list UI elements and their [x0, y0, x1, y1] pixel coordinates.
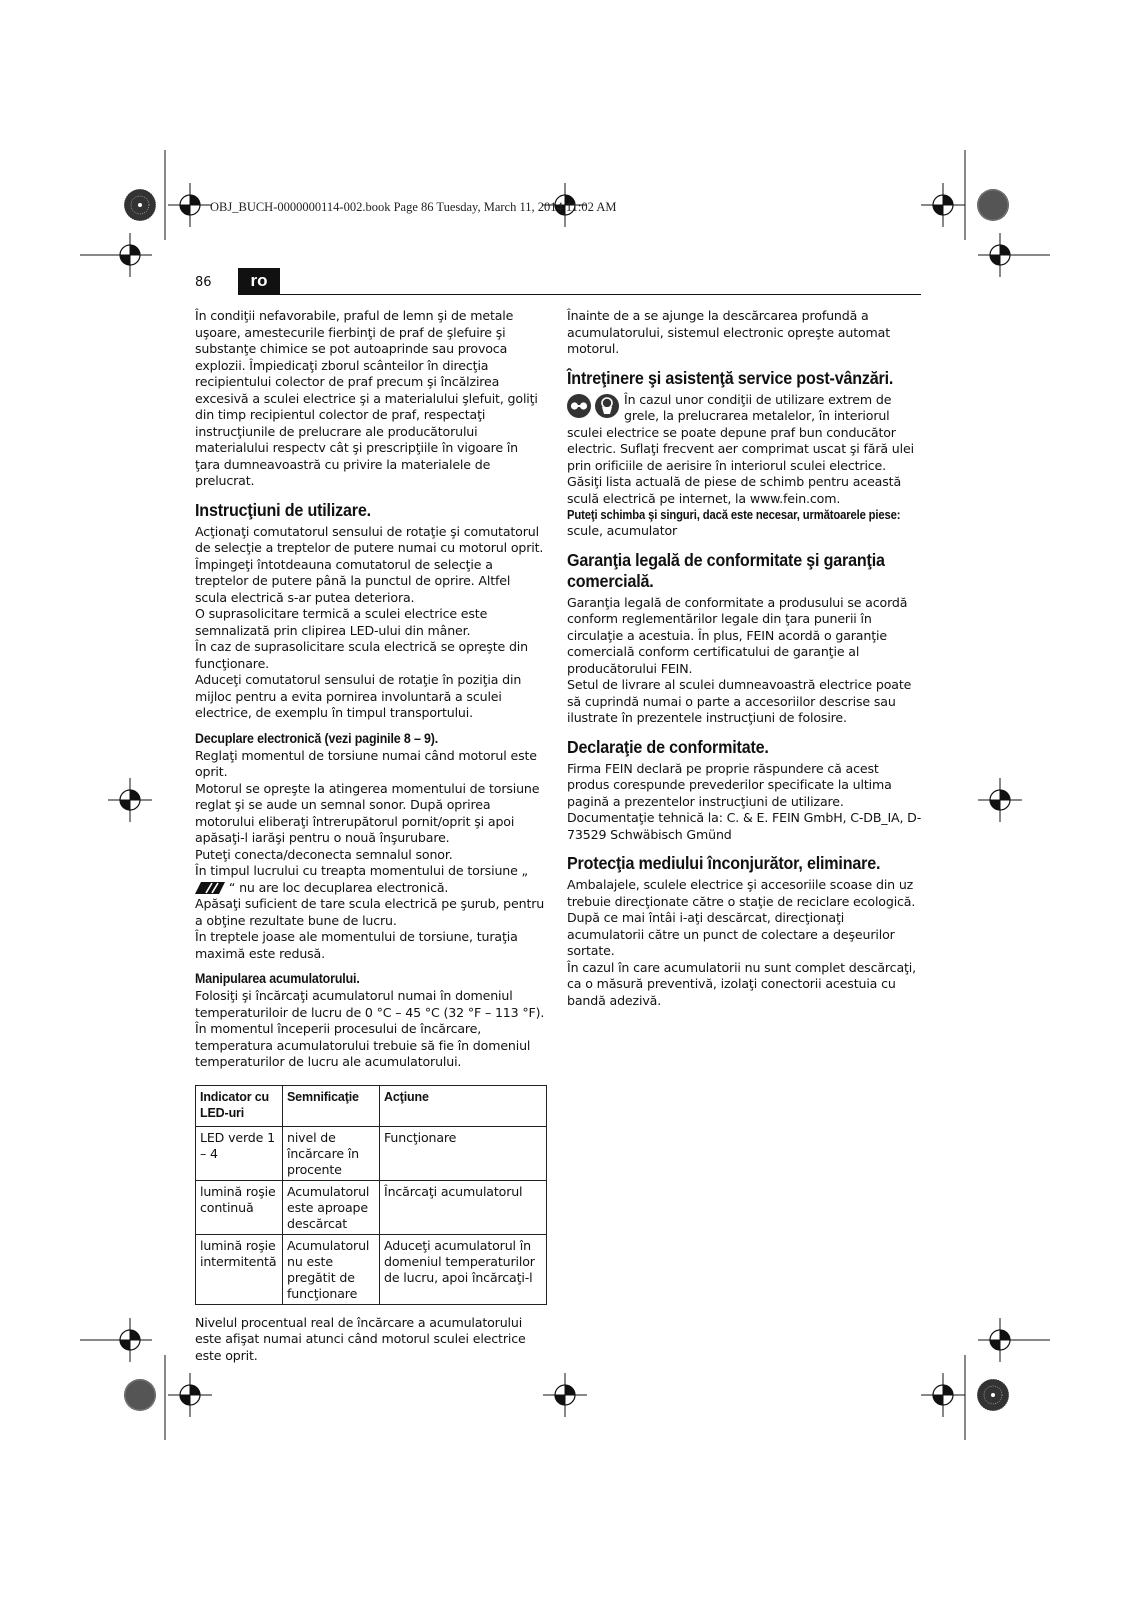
spare-parts-paragraph: Găsiţi lista actuală de piese de schimb pentru această sculă electrică pe internet, la www.fein.com. [567, 474, 902, 506]
table-cell: Acumulatorul nu este pregătit de funcţionare [283, 1234, 380, 1304]
conformity-paragraph: Documentaţie tehnică la: C. & E. FEIN GmbH, C-DB_IA, D-73529 Schwäbisch Gmünd [567, 810, 922, 842]
maintenance-heading: Întreţinere şi asistenţă service post-vânzări. [567, 367, 894, 388]
torque-note: În timpul lucrului cu treapta momentului de torsiune „ “ nu are loc decuplarea electronică. [195, 863, 528, 895]
wrench-torque-icon [195, 882, 225, 894]
table-cell: LED verde 1 – 4 [196, 1126, 283, 1180]
usage-paragraph: O suprasolicitare termică a sculei electrice este semnalizată prin clipirea LED-ului din mâner. [195, 606, 488, 638]
table-cell: lumină roşie continuă [196, 1180, 283, 1234]
right-column [567, 308, 922, 1009]
replace-parts-note: Puteţi schimba şi singuri, dacă este necesar, următoarele piese: [567, 508, 901, 522]
safety-icons [567, 394, 619, 418]
environment-paragraph: În cazul în care acumulatorii nu sunt complet descărcaţi, ca o măsură preventivă, izolaţi conectorii acestuia cu bandă adezivă. [567, 959, 917, 1008]
conformity-paragraph: Firma FEIN declară pe proprie răspundere că acest produs corespunde prevederilor specificate la ultima pagină a prezentelor instrucţiuni de utilizare. [567, 760, 892, 809]
left-column [195, 308, 545, 1364]
decoupling-paragraph: Apăsaţi suficient de tare scula electrică pe şurub, pentru a obţine rezultate bune de lucru. [195, 896, 545, 928]
table-cell: Încărcaţi acumulatorul [380, 1180, 547, 1234]
header-rule [238, 294, 921, 295]
dust-mask-icon [595, 394, 619, 418]
table-cell: nivel de încărcare în procente [283, 1126, 380, 1180]
warranty-paragraph: Garanţia legală de conformitate a produsului se acordă conform reglementărilor legale din ţara punerii în circulaţie a acestuia. În plus, FEIN acordă o garanţie comercială conform certificatului de garanţie al producătorului FEIN. [567, 594, 908, 676]
table-row [196, 1126, 547, 1180]
led-indicator-table [195, 1085, 547, 1305]
table-note: Nivelul procentual real de încărcare a acumulatorului este afişat numai atunci când motorul sculei electrice este oprit. [195, 1314, 526, 1363]
table-header-cell: Indicator cu LED-uri [196, 1085, 283, 1126]
usage-paragraph: Aduceţi comutatorul sensului de rotaţie în poziţia din mijloc pentru a evita pornirea involuntară a sculei electrice, de exemplu în timpul transportului. [195, 672, 522, 720]
table-cell: Funcţionare [380, 1126, 547, 1180]
battery-heading: Manipularea acumulatorului. [195, 971, 360, 986]
page-number: 86 [195, 275, 212, 290]
usage-paragraph: Împingeţi întotdeauna comutatorul de selecţie a treptelor de putere până la punctul de oprire. Altfel scula electrică s-ar putea deteriora. [195, 556, 511, 605]
conformity-heading: Declaraţie de conformitate. [567, 736, 769, 757]
decoupling-paragraph: Reglaţi momentul de torsiune numai când motorul este oprit. [195, 747, 537, 779]
environment-heading: Protecţia mediului înconjurător, eliminare. [567, 853, 881, 873]
table-header-row [196, 1085, 547, 1126]
language-tab: ro [238, 268, 280, 294]
warranty-heading: Garanţia legală de conformitate şi garanţia comercială. [567, 549, 885, 591]
dust-warning-paragraph: În condiţii nefavorabile, praful de lemn şi de metale uşoare, amestecurile fierbinţi de praf de şlefuire şi substanţe chimice se pot autoaprinde sau provoca explozii. Împiedicaţi zborul scânteilor în direcţia recipientului colector de praf precum şi încălzirea excesivă a sculei electrice şi a materialului şlefuit, goliţi din timp recipientul colector de praf, respectaţi instrucţiunile de prelucrare ale producătorului materialului respectv cât şi prescripţiile în vigoare în ţara dumneavoastră cu privire la materialele de prelucrat. [195, 308, 538, 488]
battery-paragraph: Folosiţi şi încărcaţi acumulatorul numai în domeniul temperaturiloir de lucru de 0 °C – 45 °C (32 °F – 113 °F). În momentul începerii procesului de încărcare, temperatura acumulatorului trebuie să fie în domeniul temperaturilor de lucru ale acumulatorului. [195, 988, 545, 1069]
table-cell: lumină roşie intermitentă [196, 1234, 283, 1304]
maintenance-block [567, 392, 922, 475]
usage-paragraph: În caz de suprasolicitare scula electrică se opreşte din funcţionare. [195, 639, 528, 671]
usage-paragraph: Acţionaţi comutatorul sensului de rotaţie şi comutatorul de selecţie a treptelor de putere numai cu motorul oprit. [195, 523, 544, 555]
environment-paragraph: Ambalajele, sculele electrice şi accesoriile scoase din uz trebuie direcţionate către o staţie de reciclare ecologică. [567, 877, 916, 909]
environment-paragraph: După ce mai întâi i-aţi descărcat, direcţionaţi acumulatorii către un punct de colectare a deşeurilor sortate. [567, 910, 895, 958]
print-header: OBJ_BUCH-0000000114-002.book Page 86 Tuesday, March 11, 2014 11:02 AM [210, 200, 617, 214]
table-cell: Aduceţi acumulatorul în domeniul temperaturilor de lucru, apoi încărcaţi-l [380, 1234, 547, 1304]
table-row [196, 1234, 547, 1304]
maintenance-paragraph: În cazul unor condiţii de utilizare extrem de grele, la prelucrarea metalelor, în interiorul sculei electrice se poate depune praf bun conducător electric. Suflaţi frecvent aer comprimat uscat şi fără ulei prin orificiile de aerisire în interiorul sculei electrice. [567, 391, 914, 473]
goggles-icon [567, 394, 591, 418]
usage-heading: Instrucţiuni de utilizare. [195, 499, 371, 520]
table-header-cell: Acţiune [380, 1085, 547, 1126]
decoupling-paragraph: Puteţi conecta/deconecta semnalul sonor. [195, 846, 453, 862]
replace-parts-items: scule, acumulator [567, 523, 678, 538]
table-header-cell: Semnificaţie [283, 1085, 380, 1126]
warranty-paragraph: Setul de livrare al sculei dumneavoastră electrice poate să cuprindă numai o parte a accesoriilor descrise sau ilustrate în prezentele instrucţiuni de folosire. [567, 677, 912, 725]
table-row [196, 1180, 547, 1234]
table-cell: Acumulatorul este aproape descărcat [283, 1180, 380, 1234]
decoupling-paragraph: În treptele joase ale momentului de torsiune, turaţia maximă este redusă. [195, 929, 518, 961]
decoupling-heading: Decuplare electronică (vezi paginile 8 – 9). [195, 730, 439, 746]
deep-discharge-paragraph: Înainte de a se ajunge la descărcarea profundă a acumulatorului, sistemul electronic opreşte automat motorul. [567, 308, 891, 356]
decoupling-paragraph: Motorul se opreşte la atingerea momentului de torsiune reglat şi se aude un semnal sonor. După oprirea motorului eliberaţi întrerupătorul pornit/oprit şi apoi apăsaţi-l iarăşi pentru o nouă înşurubare. [195, 780, 540, 845]
